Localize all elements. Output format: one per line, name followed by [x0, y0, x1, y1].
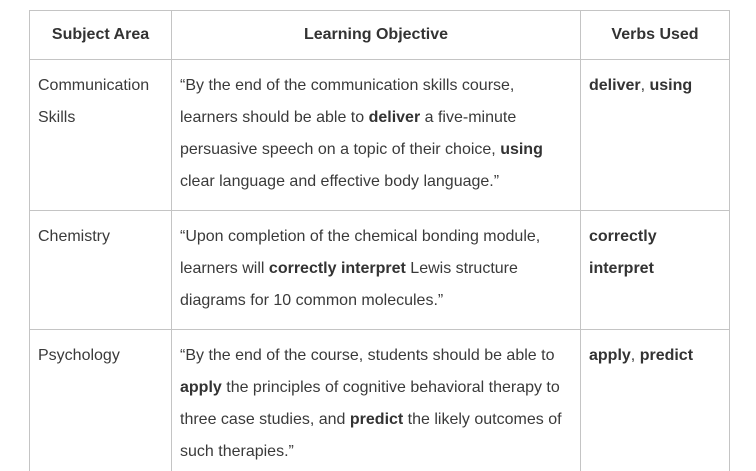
verb: deliver — [589, 77, 641, 94]
objective-text: a five-minute persuasive speech on a topic of their choice, — [180, 109, 517, 158]
verbs-cell — [581, 330, 730, 471]
objective-verb: using — [500, 141, 543, 158]
objective-cell — [172, 330, 581, 471]
objective-verb: apply — [180, 379, 222, 396]
objective-text: the likely outcomes of such therapies.” — [180, 411, 562, 460]
subject-cell: Chemistry — [30, 211, 172, 330]
verb-separator: , — [640, 77, 650, 94]
objective-text: Lewis structure diagrams for 10 common molecules.” — [180, 260, 518, 309]
objective-cell — [172, 211, 581, 330]
header-verbs-used: Verbs Used — [581, 11, 730, 60]
table-row — [30, 330, 730, 471]
objective-verb: deliver — [368, 109, 421, 126]
objective-text: “Upon completion of the chemical bonding module, learners will — [180, 228, 541, 277]
verb: using — [649, 77, 693, 94]
verb: predict — [639, 347, 694, 364]
subject-cell: Psychology — [30, 330, 172, 471]
subject-cell: Communication Skills — [30, 60, 172, 211]
table-header-row — [30, 11, 730, 60]
verb: apply — [589, 347, 631, 364]
learning-objectives-table — [29, 10, 730, 471]
verb-separator: , — [630, 347, 640, 364]
objective-text: “By the end of the course, students should be able to — [180, 347, 555, 364]
header-learning-objective: Learning Objective — [172, 11, 581, 60]
verbs-cell — [581, 211, 730, 330]
verbs-cell — [581, 60, 730, 211]
table-row — [30, 60, 730, 211]
table-row — [30, 211, 730, 330]
objective-cell — [172, 60, 581, 211]
objective-text: “By the end of the communication skills course, learners should be able to — [180, 77, 515, 126]
objective-verb: predict — [349, 411, 404, 428]
objective-verb: correctly interpret — [268, 260, 406, 277]
verb: correctly interpret — [589, 228, 657, 277]
objective-text: the principles of cognitive behavioral therapy to three case studies, and — [180, 379, 560, 428]
header-subject-area: Subject Area — [30, 11, 172, 60]
objective-text: clear language and effective body language.” — [180, 173, 500, 190]
